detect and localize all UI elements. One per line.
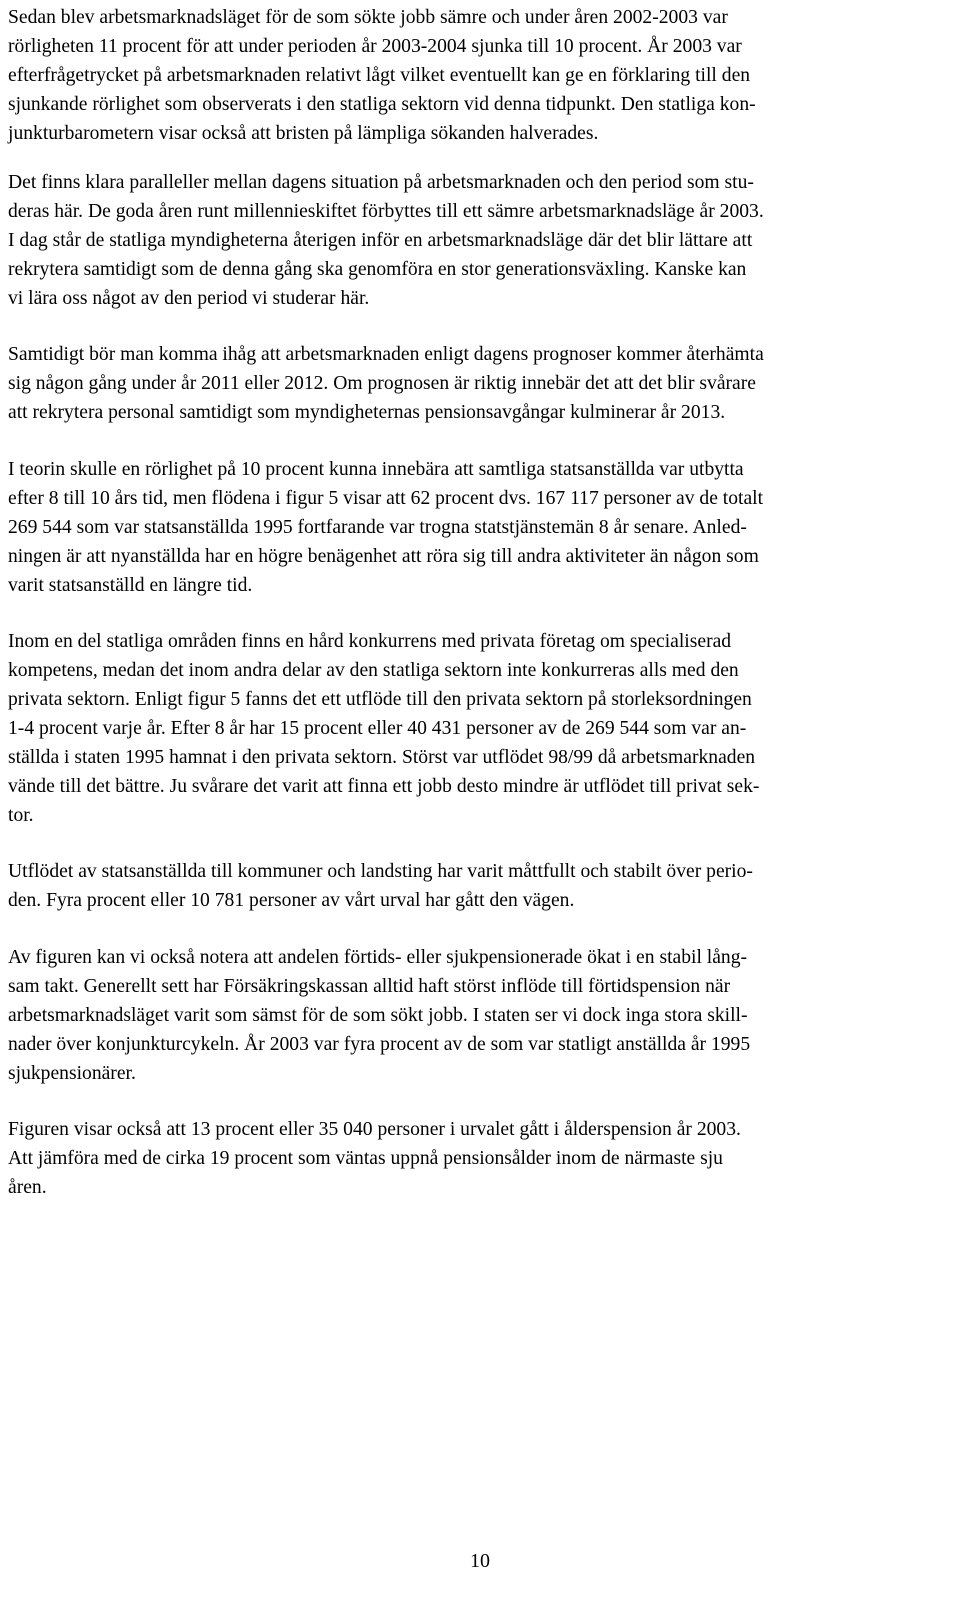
text-line: rekrytera samtidigt som de denna gång ska genomföra en stor generationsväxling. Kanske kan xyxy=(8,259,747,280)
text-line: sjunkande rörlighet som observerats i den statliga sektorn vid denna tidpunkt. Den statliga kon- xyxy=(8,94,756,115)
text-line: den. Fyra procent eller 10 781 personer av vårt urval har gått den vägen. xyxy=(8,890,575,911)
text-line: rörligheten 11 procent för att under perioden år 2003-2004 sjunka till 10 procent. År 2003 var xyxy=(8,36,742,57)
text-line: varit statsanställd en längre tid. xyxy=(8,575,253,596)
text-line: Samtidigt bör man komma ihåg att arbetsmarknaden enligt dagens prognoser kommer återhämta xyxy=(8,344,764,365)
text-line: 1-4 procent varje år. Efter 8 år har 15 procent eller 40 431 personer av de 269 544 som var an- xyxy=(8,718,747,739)
text-line: 269 544 som var statsanställda 1995 fortfarande var trogna statstjänstemän 8 år senare. Anled- xyxy=(8,517,747,538)
paragraph-8 xyxy=(8,1115,741,1202)
text-line: tor. xyxy=(8,805,34,826)
text-line: I teorin skulle en rörlighet på 10 procent kunna innebära att samtliga statsanställda var utbytta xyxy=(8,459,744,480)
text-line: Det finns klara paralleller mellan dagens situation på arbetsmarknaden och den period som stu- xyxy=(8,172,754,193)
paragraph-5 xyxy=(8,627,759,830)
text-line: ningen är att nyanställda har en högre benägenhet att röra sig till andra aktiviteter än någon som xyxy=(8,546,759,567)
text-line: vände till det bättre. Ju svårare det varit att finna ett jobb desto mindre är utflödet till privat sek- xyxy=(8,776,760,797)
text-line: att rekrytera personal samtidigt som myndigheternas pensionsavgångar kulminerar år 2013. xyxy=(8,402,726,423)
paragraph-7 xyxy=(8,943,750,1088)
text-line: Att jämföra med de cirka 19 procent som väntas uppnå pensionsålder inom de närmaste sju xyxy=(8,1148,723,1169)
paragraph-3 xyxy=(8,340,764,427)
text-line: kompetens, medan det inom andra delar av den statliga sektorn inte konkurreras alls med den xyxy=(8,660,739,681)
text-line: Sedan blev arbetsmarknadsläget för de som sökte jobb sämre och under åren 2002-2003 var xyxy=(8,7,728,28)
text-line: privata sektorn. Enligt figur 5 fanns det ett utflöde till den privata sektorn på storleksordningen xyxy=(8,689,752,710)
text-line: I dag står de statliga myndigheterna återigen inför en arbetsmarknadsläge där det blir lättare att xyxy=(8,230,753,251)
text-line: vi lära oss något av den period vi studerar här. xyxy=(8,288,370,309)
paragraph-1 xyxy=(8,3,756,148)
text-line: deras här. De goda åren runt millennieskiftet förbyttes till ett sämre arbetsmarknadsläge år 2003. xyxy=(8,201,764,222)
text-line: Figuren visar också att 13 procent eller 35 040 personer i urvalet gått i ålderspension år 2003. xyxy=(8,1119,741,1140)
text-line: Av figuren kan vi också notera att andelen förtids- eller sjukpensionerade ökat i en stabil lång- xyxy=(8,947,748,968)
text-line: åren. xyxy=(8,1177,47,1198)
text-line: junkturbarometern visar också att bristen på lämpliga sökanden halverades. xyxy=(8,123,599,144)
text-line: arbetsmarknadsläget varit som sämst för de som sökt jobb. I staten ser vi dock inga stora skill- xyxy=(8,1005,748,1026)
text-line: sjukpensionärer. xyxy=(8,1063,136,1084)
paragraph-6 xyxy=(8,857,753,915)
text-line: sam takt. Generellt sett har Försäkringskassan alltid haft störst inflöde till förtidspension när xyxy=(8,976,731,997)
text-line: Utflödet av statsanställda till kommuner och landsting har varit måttfullt och stabilt över perio- xyxy=(8,861,753,882)
paragraph-2 xyxy=(8,168,764,313)
text-line: sig någon gång under år 2011 eller 2012. Om prognosen är riktig innebär det att det blir svårare xyxy=(8,373,756,394)
text-line: efter 8 till 10 års tid, men flödena i figur 5 visar att 62 procent dvs. 167 117 personer av de totalt xyxy=(8,488,764,509)
text-line: efterfrågetrycket på arbetsmarknaden relativt lågt vilket eventuellt kan ge en förklaring till den xyxy=(8,65,751,86)
text-line: Inom en del statliga områden finns en hård konkurrens med privata företag om specialiserad xyxy=(8,631,732,652)
page-number: 10 xyxy=(470,1550,490,1572)
text-line: nader över konjunkturcykeln. År 2003 var fyra procent av de som var statligt anställda år 1995 xyxy=(8,1034,751,1055)
paragraph-4 xyxy=(8,455,763,600)
text-line: ställda i staten 1995 hamnat i den privata sektorn. Störst var utflödet 98/99 då arbetsmarknaden xyxy=(8,747,756,768)
